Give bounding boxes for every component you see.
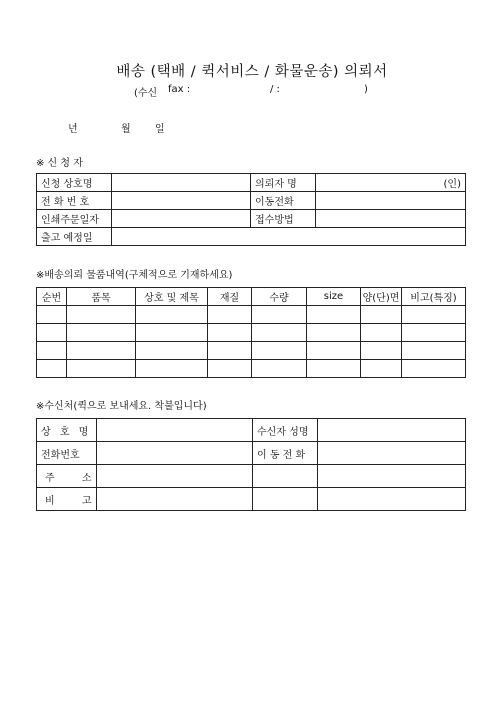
table-cell[interactable] — [252, 324, 307, 342]
table-cell[interactable] — [208, 342, 252, 360]
recipient-address-field[interactable] — [97, 465, 253, 488]
form-title: 배송 (택배 / 퀵서비스 / 화물운송) 의뢰서 — [116, 64, 388, 80]
table-cell[interactable] — [136, 306, 208, 324]
table-cell[interactable] — [402, 342, 466, 360]
ship-date-field[interactable] — [112, 228, 466, 246]
col-header: size — [307, 288, 361, 306]
table-cell[interactable] — [307, 306, 361, 324]
recipient-mobile-label: 이 동 전 화 — [253, 442, 318, 465]
recipient-name-label: 수신자 성명 — [253, 419, 318, 442]
table-cell[interactable] — [252, 306, 307, 324]
ship-date-label: 출고 예정일 — [37, 228, 112, 246]
mobile-field[interactable] — [316, 192, 466, 210]
subtitle-fax: fax : — [168, 84, 191, 95]
recipient-address-label: 주 소 — [37, 465, 97, 488]
subtitle-slash: / : — [270, 84, 280, 95]
table-row — [37, 360, 466, 378]
recipient-phone-field[interactable] — [97, 442, 253, 465]
col-header: 순번 — [37, 288, 67, 306]
applicant-table — [36, 173, 466, 246]
recipient-mobile-field[interactable] — [318, 442, 466, 465]
table-cell[interactable] — [37, 324, 67, 342]
recipient-address-extra[interactable] — [253, 465, 318, 488]
table-cell[interactable] — [361, 342, 402, 360]
table-cell[interactable] — [361, 306, 402, 324]
table-cell[interactable] — [37, 306, 67, 324]
col-header: 비고(특징) — [402, 288, 466, 306]
table-cell[interactable] — [361, 360, 402, 378]
table-cell[interactable] — [208, 306, 252, 324]
date-month: 월 — [121, 124, 131, 135]
table-cell[interactable] — [67, 306, 136, 324]
col-header: 품목 — [67, 288, 136, 306]
recipient-name-field[interactable] — [318, 419, 466, 442]
table-cell[interactable] — [252, 342, 307, 360]
table-cell[interactable] — [402, 360, 466, 378]
date-year: 년 — [68, 124, 78, 135]
mobile-label: 이동전화 — [251, 192, 316, 210]
table-cell[interactable] — [67, 324, 136, 342]
recipient-heading: ※수신처(퀵으로 보내세요. 착불입니다) — [36, 401, 207, 412]
recipient-address-extra2[interactable] — [318, 465, 466, 488]
table-cell[interactable] — [252, 360, 307, 378]
col-header: 수량 — [252, 288, 307, 306]
items-heading: ※배송의뢰 물품내역(구체적으로 기재하세요) — [36, 270, 233, 281]
recipient-note-extra[interactable] — [253, 488, 318, 511]
subtitle-close: ) — [364, 84, 368, 95]
recipient-note-extra2[interactable] — [318, 488, 466, 511]
table-cell[interactable] — [37, 360, 67, 378]
table-cell[interactable] — [208, 324, 252, 342]
table-cell[interactable] — [67, 360, 136, 378]
subtitle-open: (수신 — [134, 88, 158, 99]
table-cell[interactable] — [361, 324, 402, 342]
receipt-method-label: 접수방법 — [251, 210, 316, 228]
items-table — [36, 287, 466, 378]
company-label: 신청 상호명 — [37, 174, 112, 192]
recipient-company-label: 상 호 명 — [37, 419, 97, 442]
table-cell[interactable] — [136, 342, 208, 360]
col-header: 양(단)면 — [361, 288, 402, 306]
recipient-table — [36, 418, 466, 511]
table-cell[interactable] — [307, 324, 361, 342]
recipient-note-label: 비 고 — [37, 488, 97, 511]
requester-field[interactable] — [316, 174, 466, 192]
col-header: 재질 — [208, 288, 252, 306]
table-row — [37, 342, 466, 360]
table-cell[interactable] — [37, 342, 67, 360]
col-header: 상호 및 제목 — [136, 288, 208, 306]
company-field[interactable] — [112, 174, 251, 192]
table-cell[interactable] — [136, 360, 208, 378]
date-day: 일 — [155, 124, 165, 135]
table-cell[interactable] — [208, 360, 252, 378]
applicant-heading: ※ 신 청 자 — [36, 158, 83, 169]
print-date-label: 인쇄주문일자 — [37, 210, 112, 228]
phone-label: 전 화 번 호 — [37, 192, 112, 210]
table-cell[interactable] — [307, 342, 361, 360]
phone-field[interactable] — [112, 192, 251, 210]
items-header-row — [37, 288, 466, 306]
receipt-method-field[interactable] — [316, 210, 466, 228]
table-row — [37, 324, 466, 342]
table-cell[interactable] — [307, 360, 361, 378]
table-cell[interactable] — [402, 306, 466, 324]
table-row — [37, 306, 466, 324]
requester-label: 의뢰자 명 — [251, 174, 316, 192]
recipient-company-field[interactable] — [97, 419, 253, 442]
recipient-note-field[interactable] — [97, 488, 253, 511]
recipient-phone-label: 전화번호 — [37, 442, 97, 465]
seal-mark: (인) — [443, 179, 461, 190]
print-date-field[interactable] — [112, 210, 251, 228]
table-cell[interactable] — [67, 342, 136, 360]
table-cell[interactable] — [136, 324, 208, 342]
table-cell[interactable] — [402, 324, 466, 342]
